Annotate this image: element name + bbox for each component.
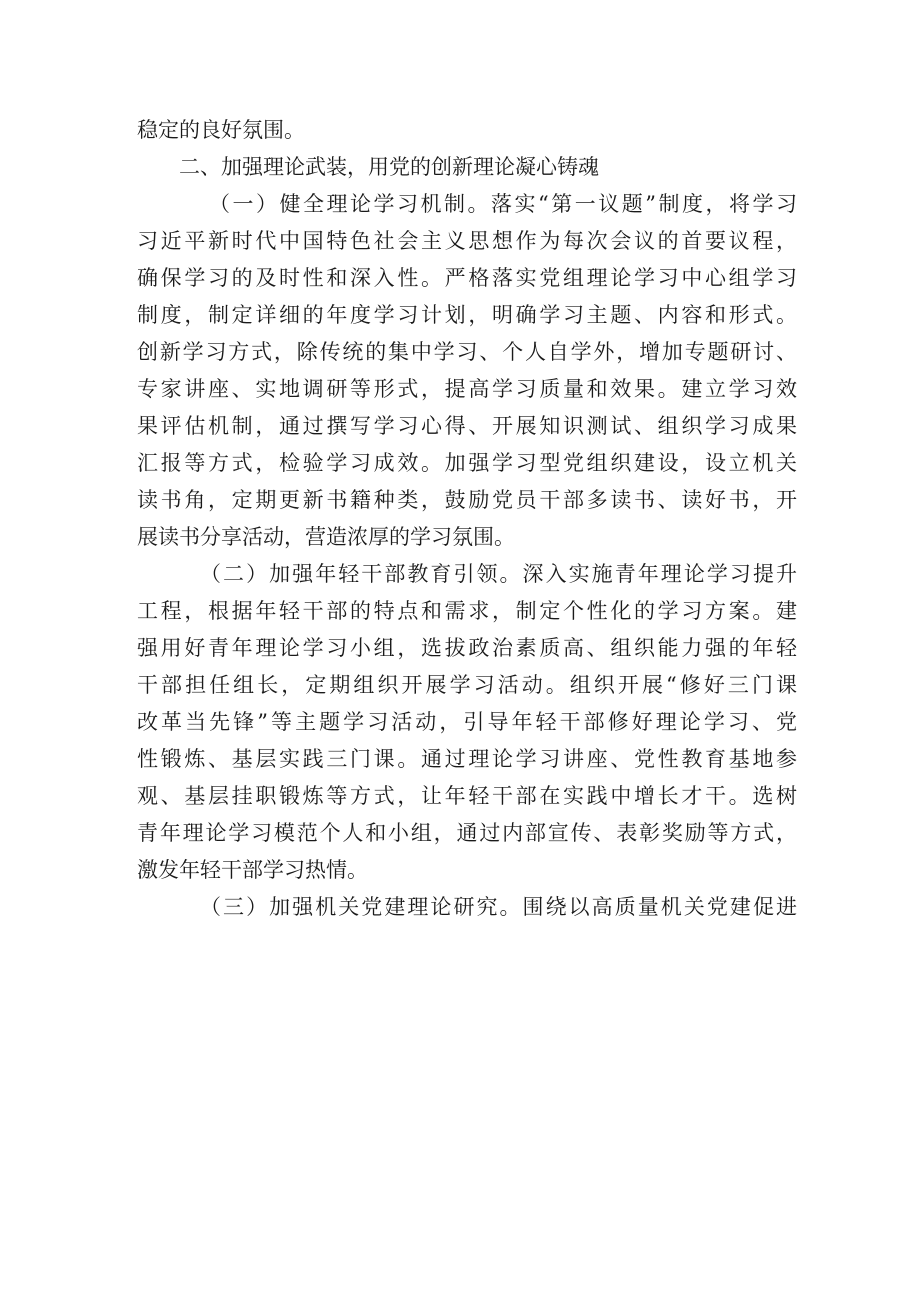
document-body: [137, 112, 797, 926]
paragraph-line: 激发年轻干部学习热情。: [137, 858, 368, 882]
paragraph-line: 创新学习方式，除传统的集中学习、个人自学外，增加专题研讨、: [137, 340, 797, 364]
paragraph-line: 制度，制定详细的年度学习计划，明确学习主题、内容和形式。: [137, 303, 797, 327]
paragraph-line: 强用好青年理论学习小组，选拔政治素质高、组织能力强的年轻: [137, 636, 797, 660]
paragraph-line: （一）健全理论学习机制。落实“第一议题”制度，将学习: [209, 192, 797, 216]
paragraph-line: 读书角，定期更新书籍种类，鼓励党员干部多读书、读好书，开: [137, 488, 797, 512]
paragraph-line: 性锻炼、基层实践三门课。通过理论学习讲座、党性教育基地参: [137, 747, 797, 771]
paragraph-line: 展读书分享活动，营造浓厚的学习氛围。: [137, 525, 515, 549]
paragraph-line: 改革当先锋”等主题学习活动，引导年轻干部修好理论学习、党: [137, 710, 797, 734]
paragraph-line: 习近平新时代中国特色社会主义思想作为每次会议的首要议程，: [137, 229, 797, 253]
paragraph-line: （二）加强年轻干部教育引领。深入实施青年理论学习提升: [200, 562, 797, 586]
paragraph-line: 稳定的良好氛围。: [137, 118, 305, 142]
paragraph-line: 确保学习的及时性和深入性。严格落实党组理论学习中心组学习: [137, 266, 797, 290]
paragraph-line: 汇报等方式，检验学习成效。加强学习型党组织建设，设立机关: [137, 451, 797, 475]
paragraph-line: 果评估机制，通过撰写学习心得、开展知识测试、组织学习成果: [137, 414, 797, 438]
paragraph-line: 青年理论学习模范个人和小组，通过内部宣传、表彰奖励等方式，: [137, 821, 797, 845]
section-heading: 二、加强理论武装，用党的创新理论凝心铸魂: [179, 155, 599, 179]
paragraph-line: 观、基层挂职锻炼等方式，让年轻干部在实践中增长才干。选树: [137, 784, 797, 808]
paragraph-line: 干部担任组长，定期组织开展学习活动。组织开展“修好三门课: [137, 673, 797, 697]
paragraph-line: 专家讲座、实地调研等形式，提高学习质量和效果。建立学习效: [137, 377, 797, 401]
paragraph-line: 工程，根据年轻干部的特点和需求，制定个性化的学习方案。建: [137, 599, 797, 623]
paragraph-line: （三）加强机关党建理论研究。围绕以高质量机关党建促进: [200, 895, 797, 919]
